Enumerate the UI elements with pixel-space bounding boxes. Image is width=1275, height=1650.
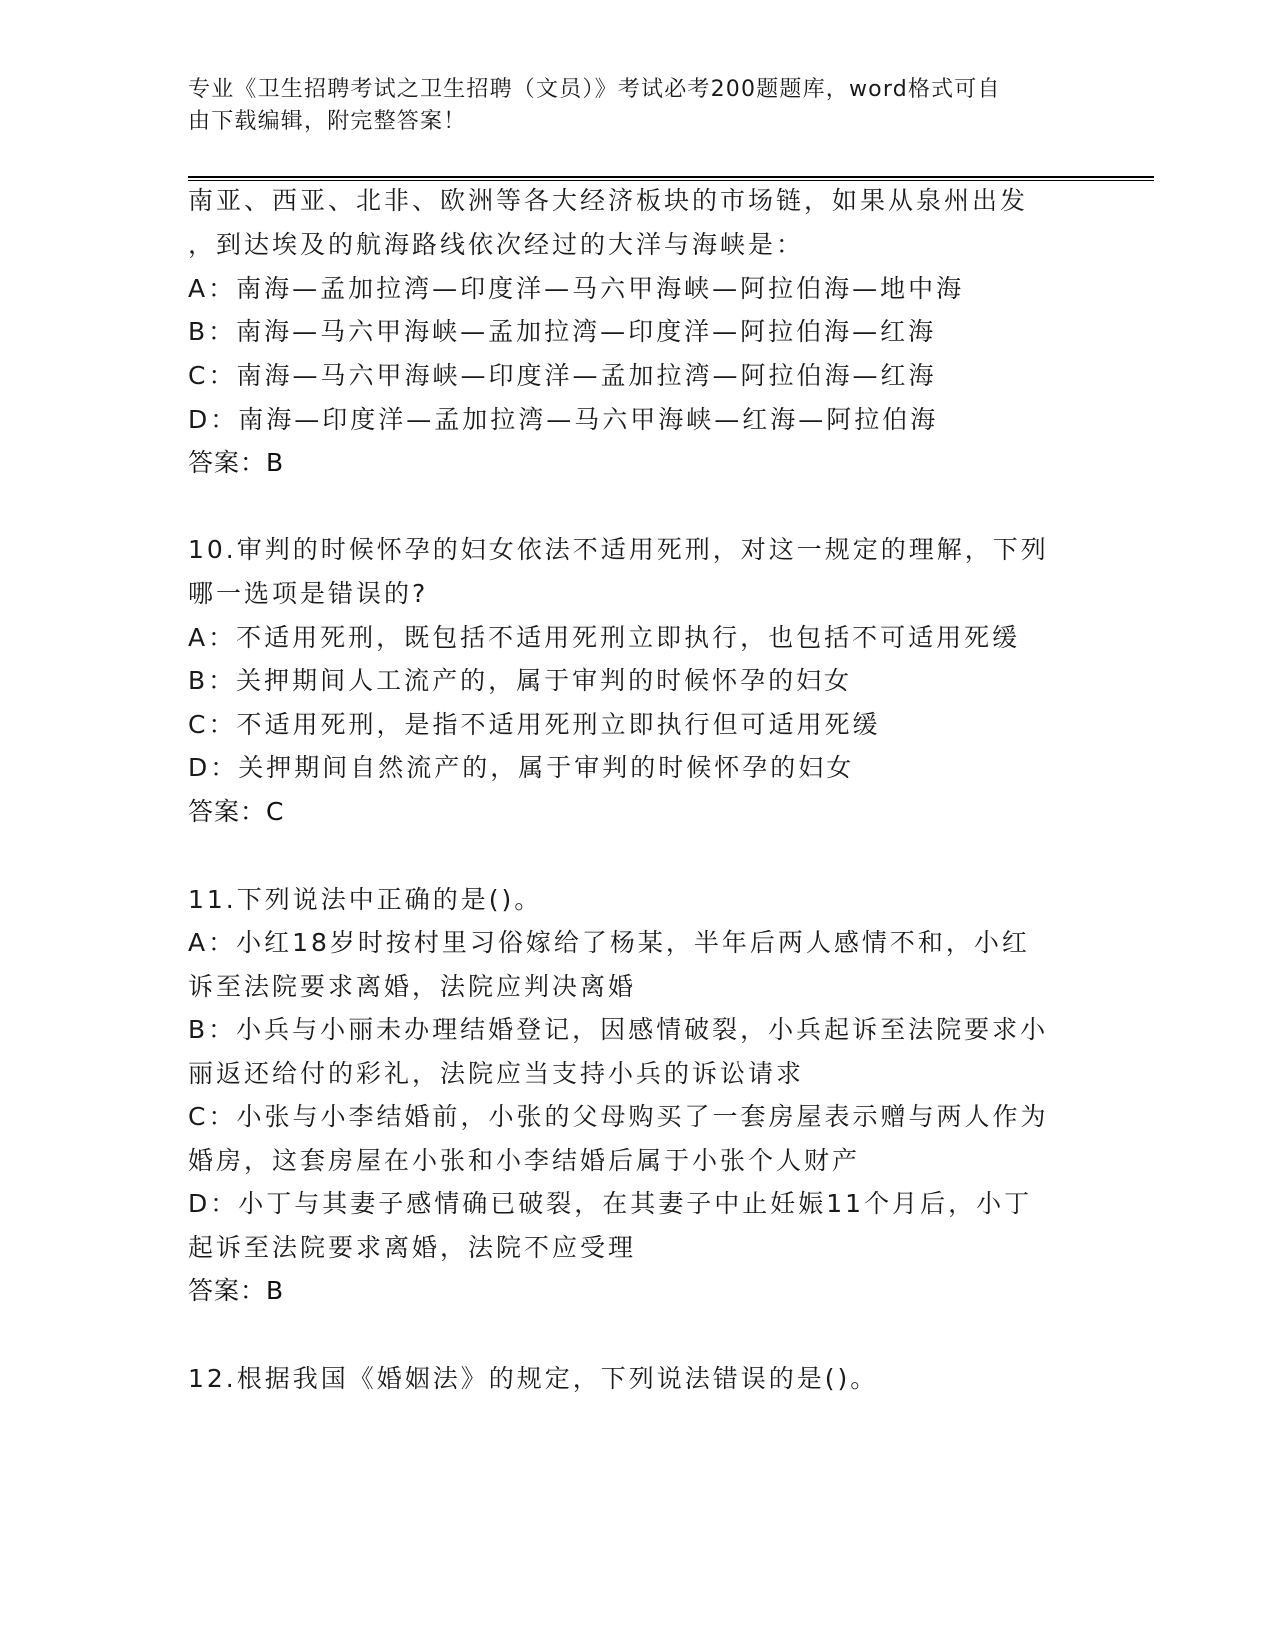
option-d: D：南海—印度洋—孟加拉湾—马六甲海峡—红海—阿拉伯海 xyxy=(188,405,939,434)
page-header xyxy=(188,74,1068,138)
option-b: B：南海—马六甲海峡—孟加拉湾—印度洋—阿拉伯海—红海 xyxy=(188,317,937,346)
header-line-2: 由下载编辑，附完整答案！ xyxy=(188,109,467,134)
option-a: A：不适用死刑，既包括不适用死刑立即执行，也包括不可适用死缓 xyxy=(188,623,1021,652)
option-c-continued: 婚房，这套房屋在小张和小李结婚后属于小张个人财产 xyxy=(188,1146,861,1175)
option-c: C：小张与小李结婚前，小张的父母购买了一套房屋表示赠与两人作为 xyxy=(188,1102,1049,1131)
question-stem-line: ，到达埃及的航海路线依次经过的大洋与海峡是： xyxy=(188,230,805,259)
option-c: C：南海—马六甲海峡—印度洋—孟加拉湾—阿拉伯海—红海 xyxy=(188,361,937,390)
answer-label: 答案：B xyxy=(188,1276,285,1305)
option-b: B：小兵与小丽未办理结婚登记，因感情破裂，小兵起诉至法院要求小 xyxy=(188,1015,1049,1044)
question-stem-line: 10.审判的时候怀孕的妇女依法不适用死刑，对这一规定的理解，下列 xyxy=(188,535,1049,564)
option-a: A：南海—孟加拉湾—印度洋—马六甲海峡—阿拉伯海—地中海 xyxy=(188,274,965,303)
question-stem-line: 11.下列说法中正确的是()。 xyxy=(188,885,543,914)
option-a-continued: 诉至法院要求离婚，法院应判决离婚 xyxy=(188,972,637,1001)
option-d: D：小丁与其妻子感情确已破裂，在其妻子中止妊娠11个月后，小丁 xyxy=(188,1189,1033,1218)
option-d: D：关押期间自然流产的，属于审判的时候怀孕的妇女 xyxy=(188,753,855,782)
option-b: B：关押期间人工流产的，属于审判的时候怀孕的妇女 xyxy=(188,666,853,695)
option-b-continued: 丽返还给付的彩礼，法院应当支持小兵的诉讼请求 xyxy=(188,1059,805,1088)
answer-label: 答案：B xyxy=(188,448,285,477)
question-stem-line: 12.根据我国《婚姻法》的规定，下列说法错误的是()。 xyxy=(188,1364,879,1393)
option-c: C：不适用死刑，是指不适用死刑立即执行但可适用死缓 xyxy=(188,710,881,739)
header-divider xyxy=(188,176,1154,182)
question-stem-line: 哪一选项是错误的? xyxy=(188,579,429,608)
option-d-continued: 起诉至法院要求离婚，法院不应受理 xyxy=(188,1233,637,1262)
option-a: A：小红18岁时按村里习俗嫁给了杨某，半年后两人感情不和，小红 xyxy=(188,928,1030,957)
header-line-1: 专业《卫生招聘考试之卫生招聘（文员）》考试必考200题题库，word格式可自 xyxy=(188,77,1001,102)
answer-label: 答案：C xyxy=(188,797,285,826)
question-stem-line: 南亚、西亚、北非、欧洲等各大经济板块的市场链，如果从泉州出发 xyxy=(188,186,1029,215)
